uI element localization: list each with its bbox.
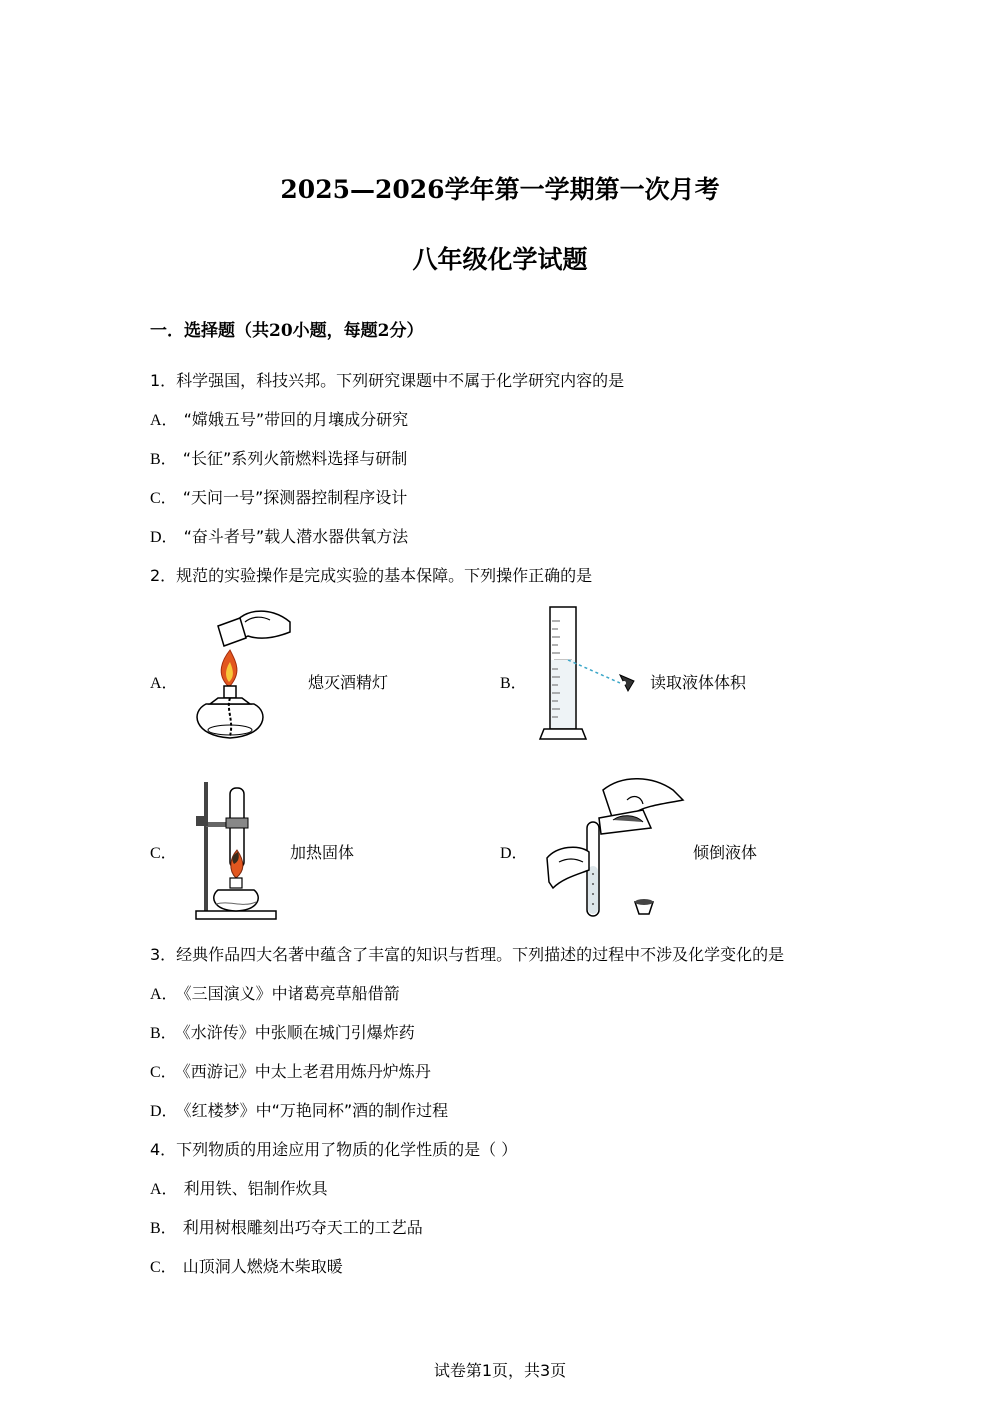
question-3-stem: 3．经典作品四大名著中蕴含了丰富的知识与哲理。下列描述的过程中不涉及化学变化的是 xyxy=(150,945,785,964)
q4-option-b[interactable]: B． 利用树根雕刻出巧夺天工的工艺品 xyxy=(150,1218,423,1237)
q1-option-a[interactable]: A． “嫦娥五号”带回的月壤成分研究 xyxy=(150,410,409,429)
q2-option-a-text: 熄灭酒精灯 xyxy=(308,673,389,692)
q4-option-c[interactable]: C． 山顶洞人燃烧木柴取暖 xyxy=(150,1257,343,1276)
q4-option-a[interactable]: A． 利用铁、铝制作炊具 xyxy=(150,1179,328,1198)
exam-title: 2025—2026学年第一学期第一次月考 xyxy=(280,175,720,204)
read-cylinder-figure xyxy=(538,603,648,743)
q3-option-b[interactable]: B． 《水浒传》中张顺在城门引爆炸药 xyxy=(150,1023,415,1042)
q2-option-b-text: 读取液体体积 xyxy=(650,673,747,692)
q3-option-a[interactable]: A． 《三国演义》中诸葛亮草船借箭 xyxy=(150,984,400,1003)
q3-option-c[interactable]: C． 《西游记》中太上老君用炼丹炉炼丹 xyxy=(150,1062,431,1081)
question-1-stem: 1．科学强国，科技兴邦。下列研究课题中不属于化学研究内容的是 xyxy=(150,371,625,390)
section-heading: 一．选择题（共20小题，每题2分） xyxy=(150,321,424,341)
q2-option-a-letter[interactable]: A． xyxy=(150,675,178,692)
question-2-stem: 2．规范的实验操作是完成实验的基本保障。下列操作正确的是 xyxy=(150,566,593,585)
extinguish-lamp-figure xyxy=(190,600,300,745)
pour-liquid-figure xyxy=(543,770,693,922)
q1-option-d[interactable]: D． “奋斗者号”载人潜水器供氧方法 xyxy=(150,527,409,546)
question-4-stem: 4．下列物质的用途应用了物质的化学性质的是（ ） xyxy=(150,1140,518,1159)
page-footer: 试卷第1页，共3页 xyxy=(433,1361,567,1380)
exam-subtitle: 八年级化学试题 xyxy=(412,245,588,274)
q2-option-c-letter[interactable]: C． xyxy=(150,845,177,862)
q2-option-b-letter[interactable]: B． xyxy=(500,675,527,692)
q2-option-d-text: 倾倒液体 xyxy=(693,843,758,862)
q2-option-d-letter[interactable]: D． xyxy=(500,845,528,862)
q1-option-b[interactable]: B． “长征”系列火箭燃料选择与研制 xyxy=(150,449,408,468)
q2-option-c-text: 加热固体 xyxy=(290,843,355,862)
q1-option-c[interactable]: C． “天问一号”探测器控制程序设计 xyxy=(150,488,408,507)
q3-option-d[interactable]: D． 《红楼梦》中“万艳同杯”酒的制作过程 xyxy=(150,1101,449,1120)
heat-solid-figure xyxy=(190,778,285,923)
